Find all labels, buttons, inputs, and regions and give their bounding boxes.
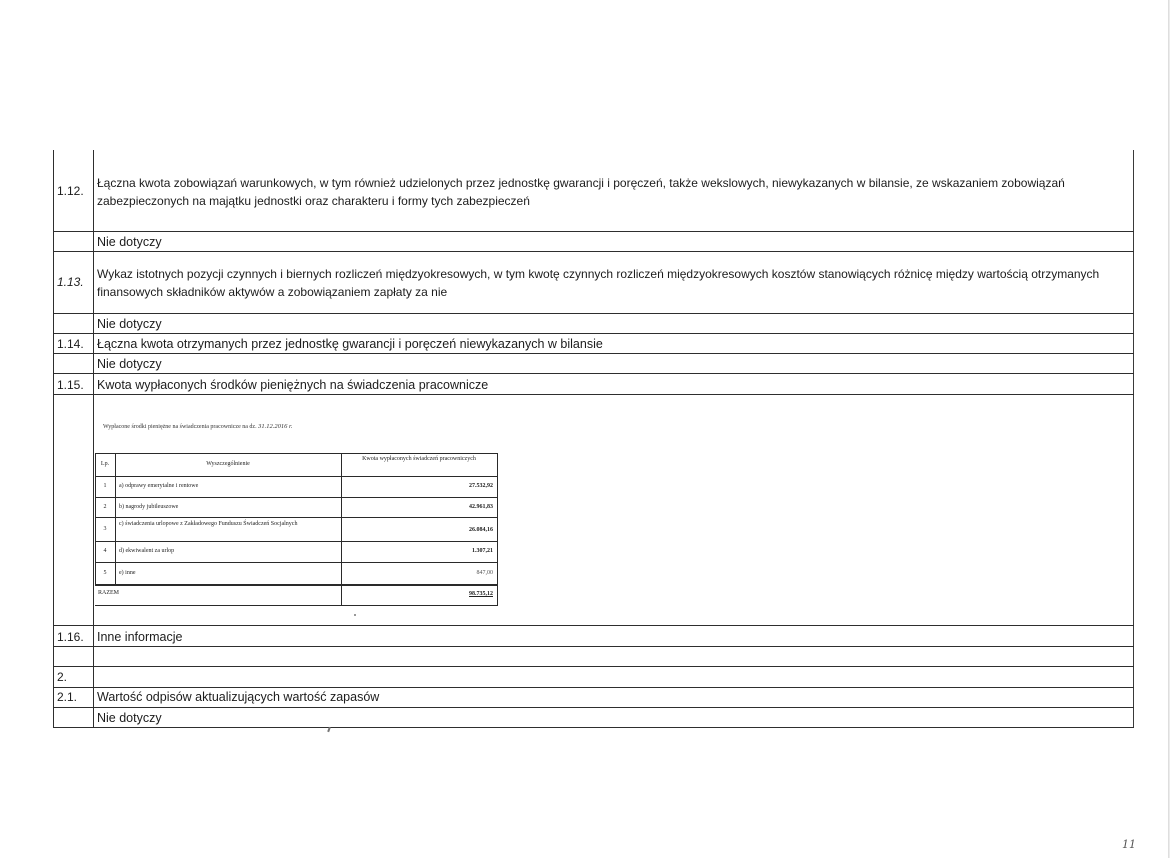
row-text-not-applicable: Nie dotyczy [97, 317, 162, 331]
scan-edge [1168, 0, 1170, 858]
scan-mark [327, 727, 331, 732]
row-divider [53, 373, 1134, 374]
row-amount: 1.307,21 [472, 548, 493, 554]
row-divider [53, 707, 1134, 708]
row-number-1-14: 1.14. [57, 337, 84, 351]
header-item: Wyszczególnienie [206, 461, 250, 467]
benefits-caption [103, 423, 292, 430]
row-text-2-1: Wartość odpisów aktualizujących wartość zapasów [97, 690, 380, 704]
row-item: b) nagrody jubileuszowe [119, 504, 179, 510]
row-divider [53, 333, 1134, 334]
row-divider [53, 353, 1134, 354]
row-lp: 2 [103, 504, 107, 510]
grid-line [95, 497, 498, 498]
row-text-1-14: Łączna kwota otrzymanych przez jednostkę gwarancji i poręczeń niewykazanych w bilansie [97, 337, 603, 351]
header-lp: Lp. [100, 461, 110, 467]
row-amount: 26.084,16 [469, 527, 493, 533]
row-amount: 847,00 [476, 570, 493, 576]
row-lp: 1 [103, 483, 107, 489]
grid-line [95, 453, 96, 586]
row-divider [53, 666, 1134, 667]
row-lp: 3 [103, 526, 107, 532]
row-item: a) odprawy emerytalne i rentowe [119, 483, 199, 489]
grid-line [95, 584, 498, 586]
grid-line [95, 453, 498, 454]
row-number-1-13: 1.13. [57, 275, 84, 289]
row-lp: 5 [103, 570, 107, 576]
total-label: RAZEM [98, 590, 119, 596]
row-text-not-applicable: Nie dotyczy [97, 357, 162, 371]
table-right-border [1133, 150, 1134, 728]
row-divider [53, 625, 1134, 626]
grid-line [115, 453, 116, 586]
row-amount: 27.532,92 [469, 483, 493, 489]
grid-line [95, 605, 498, 606]
row-text-1-12: Łączna kwota zobowiązań warunkowych, w tym również udzielonych przez jednostkę gwarancji i poręczeń, także wekslowych, niewykazanych w bilansie, ze wskazaniem zobowiązań zabezpieczonych na majątku jednostki oraz charakteru i formy tych zabezpieczeń [97, 176, 1065, 208]
row-item: c) świadczenia urlopowe z Zakładowego Funduszu Świadczeń Socjalnych [119, 521, 298, 527]
row-text-1-15: Kwota wypłaconych środków pieniężnych na świadczenia pracownicze [97, 378, 489, 392]
row-divider [53, 231, 1134, 232]
document-table [53, 150, 1135, 728]
row-text-not-applicable: Nie dotyczy [97, 235, 162, 249]
grid-line [95, 517, 498, 518]
row-number-1-16: 1.16. [57, 630, 84, 644]
total-amount: 98.735,12 [469, 591, 493, 597]
benefits-caption-text: Wypłacone środki pieniężne na świadczenia pracownicze na dz. [103, 424, 257, 430]
row-divider [53, 313, 1134, 314]
row-divider [53, 727, 1134, 728]
grid-line [95, 476, 498, 477]
row-text-not-applicable: Nie dotyczy [97, 711, 162, 725]
row-text-1-13: Wykaz istotnych pozycji czynnych i biernych rozliczeń międzyokresowych, w tym kwotę czynnych rozliczeń międzyokresowych kosztów stanowiących różnicę między wartością otrzymanych finansowych składników aktywów a zobowiązaniem zapłaty za nie [97, 267, 1100, 299]
header-amount: Kwota wypłaconych świadczeń pracowniczych [362, 456, 476, 462]
row-divider [53, 251, 1134, 252]
row-divider [53, 646, 1134, 647]
benefits-caption-date: 31.12.2016 r. [258, 423, 293, 430]
row-divider [53, 394, 1134, 395]
row-number-2-1: 2.1. [57, 690, 78, 704]
page-number: 11 [1122, 838, 1136, 851]
row-lp: 4 [103, 548, 107, 554]
column-divider [93, 150, 94, 728]
row-text-1-16: Inne informacje [97, 630, 183, 644]
row-number-1-12: 1.12. [57, 184, 84, 198]
row-amount: 42.961,83 [469, 504, 493, 510]
row-item: d) ekwiwalent za urlop [119, 548, 175, 554]
benefits-table [95, 453, 498, 606]
row-number-1-15: 1.15. [57, 378, 84, 392]
scan-speck [354, 614, 356, 616]
grid-line [95, 562, 498, 563]
row-item: e) inne [119, 570, 136, 576]
row-number-2: 2. [57, 670, 68, 684]
grid-line [95, 541, 498, 542]
